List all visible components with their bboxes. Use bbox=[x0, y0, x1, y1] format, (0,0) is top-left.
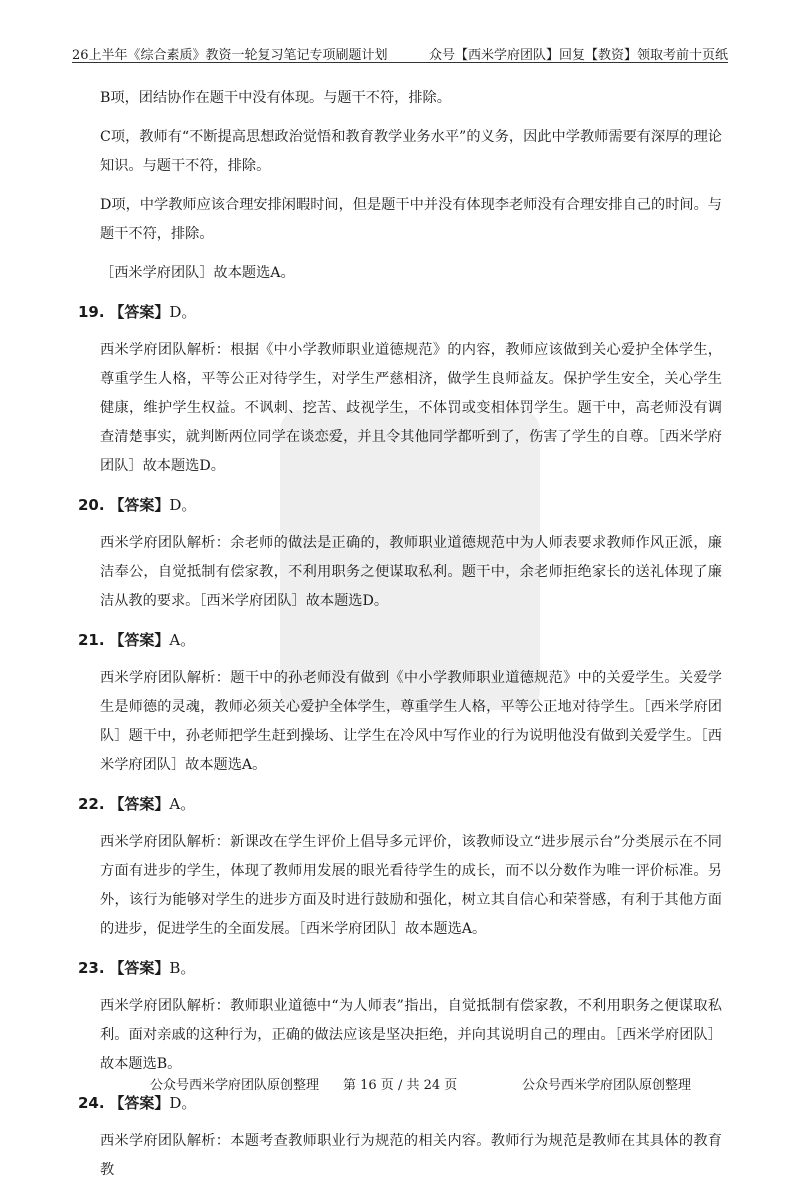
answer-line bbox=[78, 954, 722, 983]
answer-value: B。 bbox=[169, 959, 196, 977]
answer-label: 【答案】 bbox=[109, 1094, 170, 1112]
paragraph: B项，团结协作在题干中没有体现。与题干不符，排除。 bbox=[100, 90, 451, 106]
footer-left-text: 公众号西米学府团队原创整理 bbox=[150, 1078, 320, 1093]
header-right-text: 众号【西米学府团队】回复【教资】领取考前十页纸 bbox=[428, 48, 728, 63]
paragraph: 西米学府团队解析：教师职业道德中“为人师表”指出，自觉抵制有偿家教，不利用职务之便谋取私利。面对亲戚的这种行为，正确的做法应该是坚决拒绝，并向其说明自己的理由。［西米学府团队］故本题选B。 bbox=[100, 998, 722, 1072]
paragraph: 西米学府团队解析：本题考查教师职业行为规范的相关内容。教师行为规范是教师在其具体的教育教 bbox=[100, 1133, 722, 1178]
answer-value: D。 bbox=[169, 1094, 197, 1112]
question-number: 19. bbox=[78, 303, 105, 321]
document-body bbox=[78, 84, 722, 1195]
paragraph: ［西米学府团队］故本题选A。 bbox=[100, 265, 295, 281]
paragraph: D项，中学教师应该合理安排闲暇时间，但是题干中并没有体现李老师没有合理安排自己的时间。与题干不符，排除。 bbox=[100, 197, 722, 242]
page-header bbox=[72, 38, 728, 63]
answer-label: 【答案】 bbox=[109, 959, 170, 977]
answer-line bbox=[78, 491, 722, 520]
paragraph: 西米学府团队解析：余老师的做法是正确的，教师职业道德规范中为人师表要求教师作风正派，廉洁奉公，自觉抵制有偿家教，不利用职务之便谋取私利。题干中，余老师拒绝家长的送礼体现了廉洁从教的要求。［西米学府团队］故本题选D。 bbox=[100, 535, 722, 609]
paragraph: 西米学府团队解析：根据《中小学教师职业道德规范》的内容，教师应该做到关心爱护全体学生，尊重学生人格，平等公正对待学生，对学生严慈相济，做学生良师益友。保护学生安全，关心学生健康，维护学生权益。不讽刺、挖苦、歧视学生，不体罚或变相体罚学生。题干中，高老师没有调查清楚事实，就判断两位同学在谈恋爱，并且令其他同学都听到了，伤害了学生的自尊。［西米学府团队］故本题选D。 bbox=[100, 342, 722, 474]
answer-value: A。 bbox=[169, 631, 196, 649]
answer-value: D。 bbox=[169, 496, 197, 514]
answer-label: 【答案】 bbox=[109, 496, 170, 514]
paragraph: C项，教师有“不断提高思想政治觉悟和教育教学业务水平”的义务，因此中学教师需要有深厚的理论知识。与题干不符，排除。 bbox=[100, 129, 722, 174]
answer-line bbox=[78, 790, 722, 819]
question-number: 20. bbox=[78, 496, 105, 514]
question-number: 22. bbox=[78, 795, 105, 813]
question-number: 23. bbox=[78, 959, 105, 977]
question-number: 21. bbox=[78, 631, 105, 649]
answer-label: 【答案】 bbox=[109, 631, 170, 649]
header-left-text: 26上半年《综合素质》教资一轮复习笔记专项刷题计划 bbox=[72, 48, 388, 63]
paragraph: 西米学府团队解析：题干中的孙老师没有做到《中小学教师职业道德规范》中的关爱学生。关爱学生是师德的灵魂，教师必须关心爱护全体学生，尊重学生人格，平等公正地对待学生。［西米学府团队］题干中，孙老师把学生赶到操场、让学生在冷风中写作业的行为说明他没有做到关爱学生。［西米学府团队］故本题选A。 bbox=[100, 670, 722, 773]
answer-label: 【答案】 bbox=[109, 795, 170, 813]
answer-line bbox=[78, 298, 722, 327]
answer-line bbox=[78, 626, 722, 655]
question-number: 24. bbox=[78, 1094, 105, 1112]
answer-value: A。 bbox=[169, 795, 196, 813]
footer-page-number: 第 16 页 / 共 24 页 bbox=[343, 1078, 458, 1093]
answer-value: D。 bbox=[169, 303, 197, 321]
paragraph: 西米学府团队解析：新课改在学生评价上倡导多元评价，该教师设立“进步展示台”分类展示在不同方面有进步的学生，体现了教师用发展的眼光看待学生的成长，而不以分数作为唯一评价标准。另外，该行为能够对学生的进步方面及时进行鼓励和强化，树立其自信心和荣誉感，有利于其他方面的进步，促进学生的全面发展。［西米学府团队］故本题选A。 bbox=[100, 834, 722, 937]
answer-line bbox=[78, 1089, 722, 1118]
answer-label: 【答案】 bbox=[109, 303, 170, 321]
footer-right-text: 公众号西米学府团队原创整理 bbox=[522, 1078, 692, 1093]
